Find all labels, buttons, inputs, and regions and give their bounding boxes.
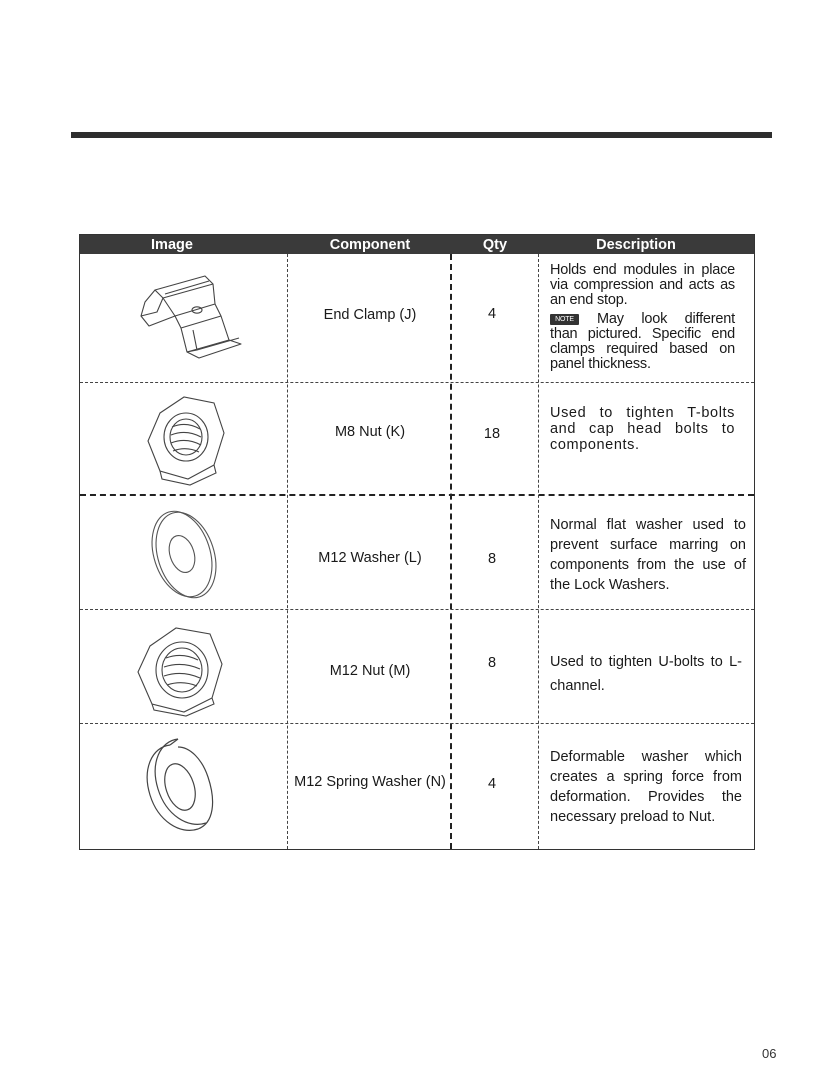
description bbox=[550, 263, 735, 372]
m8-nut-icon bbox=[138, 391, 238, 487]
component-name: End Clamp (J) bbox=[323, 307, 417, 323]
end-clamp-icon bbox=[135, 268, 255, 368]
quantity: 4 bbox=[487, 306, 497, 322]
note-text: May look different than pictured. Specific end clamps required based on panel thickness. bbox=[550, 311, 735, 372]
note-line bbox=[550, 312, 735, 372]
quantity: 4 bbox=[487, 776, 497, 792]
table-row bbox=[80, 383, 754, 494]
quantity: 18 bbox=[483, 426, 501, 442]
table-row bbox=[80, 610, 754, 723]
table-row bbox=[80, 725, 754, 851]
header-component: Component bbox=[329, 237, 411, 253]
component-name: M12 Washer (L) bbox=[318, 550, 422, 566]
flat-washer-icon bbox=[144, 502, 224, 606]
note-badge: NOTE bbox=[550, 314, 579, 325]
description: Normal flat washer used to prevent surface marring on components from the use of the Lock Washers. bbox=[550, 517, 746, 593]
header-rule bbox=[71, 132, 772, 138]
header-image: Image bbox=[151, 237, 193, 253]
page-number: 06 bbox=[762, 1046, 777, 1061]
quantity: 8 bbox=[487, 551, 497, 567]
quantity: 8 bbox=[487, 655, 497, 671]
description: Deformable washer which creates a spring force from deformation. Provides the necessary preload to Nut. bbox=[550, 749, 742, 825]
description-text: Holds end modules in place via compression and acts as an end stop. bbox=[550, 262, 735, 308]
header-qty: Qty bbox=[482, 237, 508, 253]
component-name: M12 Spring Washer (N) bbox=[294, 774, 446, 790]
m12-nut-icon bbox=[132, 620, 232, 718]
spring-washer-icon bbox=[124, 735, 254, 839]
component-name: M12 Nut (M) bbox=[329, 663, 411, 679]
row-divider bbox=[80, 723, 754, 724]
header-description: Description bbox=[596, 237, 676, 253]
description: Used to tighten U-bolts to L-channel. bbox=[550, 654, 742, 694]
component-name: M8 Nut (K) bbox=[334, 424, 406, 440]
table-header bbox=[80, 235, 754, 254]
components-table bbox=[79, 234, 755, 850]
description: Used to tighten T-bolts and cap head bolts to components. bbox=[550, 405, 735, 453]
table-row bbox=[80, 254, 754, 382]
table-row bbox=[80, 496, 754, 609]
